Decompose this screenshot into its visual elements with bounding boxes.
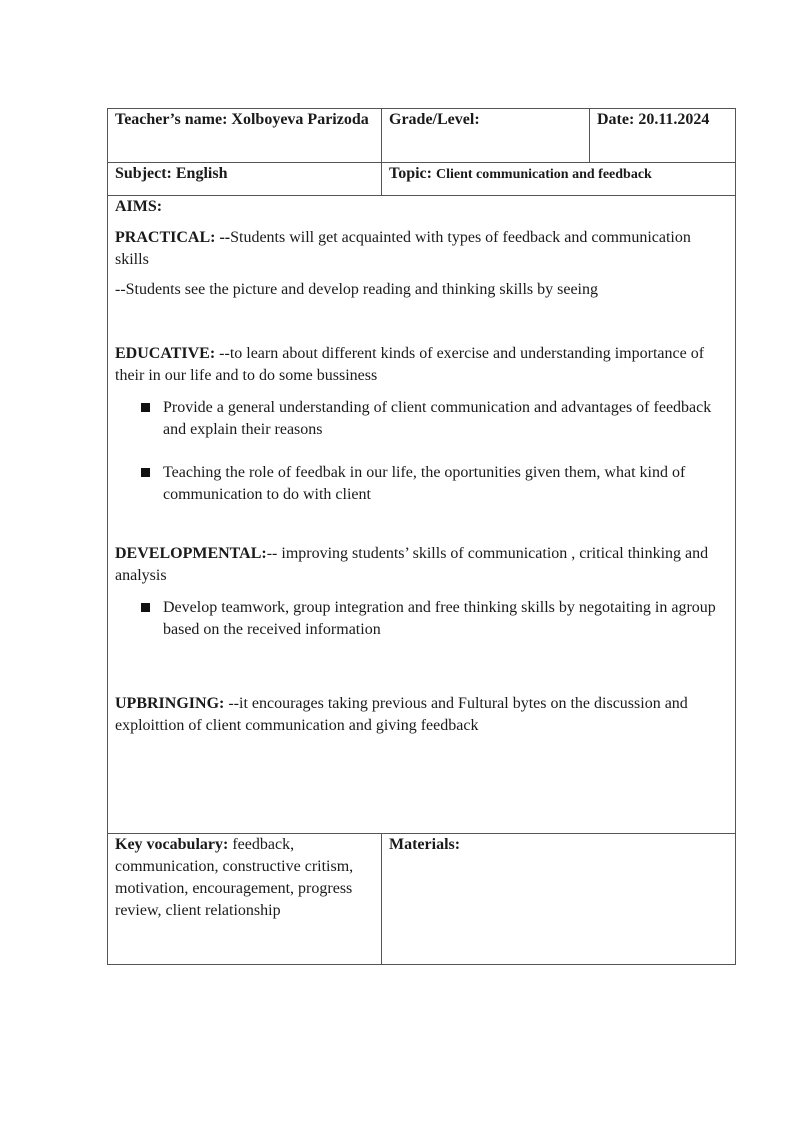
square-bullet-icon [141, 603, 150, 612]
topic-label: Topic: [389, 165, 432, 182]
practical-paragraph [115, 227, 728, 271]
list-item-text: Teaching the role of feedbak in our life, the oportunities given them, what kind of communication to do with client [163, 464, 686, 503]
lesson-plan-table [107, 108, 736, 965]
key-vocabulary-cell [108, 834, 382, 965]
educative-paragraph [115, 343, 728, 387]
grade-level-label: Grade/Level: [389, 111, 480, 128]
footer-row [108, 834, 736, 965]
materials-cell [382, 834, 736, 965]
aims-cell [108, 196, 736, 834]
key-vocabulary-text: feedback, communication, constructive critism, motivation, encouragement, progress review, client relationship [115, 836, 354, 919]
educative-bullet-list [115, 397, 728, 506]
practical-text: Students will get acquainted with types of feedback and communication skills [115, 229, 691, 268]
subject-cell [108, 163, 382, 196]
square-bullet-icon [141, 403, 150, 412]
grade-level-cell [382, 109, 590, 163]
date-cell [590, 109, 736, 163]
upbringing-text: --it encourages taking previous and Fultural bytes on the discussion and exploittion of client communication and giving feedback [115, 695, 688, 734]
practical-paragraph-2: --Students see the picture and develop reading and thinking skills by seeing [115, 281, 598, 298]
list-item [115, 462, 728, 506]
aims-heading: AIMS: [115, 198, 163, 215]
square-bullet-icon [141, 468, 150, 477]
list-item-text: Provide a general understanding of client communication and advantages of feedback and explain their reasons [163, 399, 712, 438]
topic-cell [382, 163, 736, 196]
list-item-text: Develop teamwork, group integration and free thinking skills by negotaiting in agroup based on the received information [163, 599, 716, 638]
date-label: Date: 20.11.2024 [597, 111, 710, 128]
upbringing-label: UPBRINGING: [115, 695, 225, 712]
developmental-paragraph [115, 543, 728, 587]
educative-label: EDUCATIVE: [115, 345, 216, 362]
developmental-text: -- improving students’ skills of communication , critical thinking and analysis [115, 545, 709, 584]
materials-label: Materials: [389, 836, 461, 853]
developmental-label: DEVELOPMENTAL: [115, 545, 267, 562]
teacher-name: Teacher’s name: Xolboyeva Parizoda [115, 111, 369, 128]
developmental-bullet-list [115, 597, 728, 641]
practical-label: PRACTICAL: -- [115, 229, 231, 246]
header-row [108, 109, 736, 163]
key-vocabulary-label: Key vocabulary: [115, 836, 229, 853]
teacher-name-cell [108, 109, 382, 163]
subject-row [108, 163, 736, 196]
list-item [115, 397, 728, 441]
aims-row [108, 196, 736, 834]
educative-text: --to learn about different kinds of exercise and understanding importance of their in our life and to do some bussiness [115, 345, 705, 384]
topic-value: Client communication and feedback [435, 167, 652, 182]
subject-label: Subject: English [115, 165, 228, 182]
upbringing-paragraph [115, 693, 728, 737]
list-item [115, 597, 728, 641]
